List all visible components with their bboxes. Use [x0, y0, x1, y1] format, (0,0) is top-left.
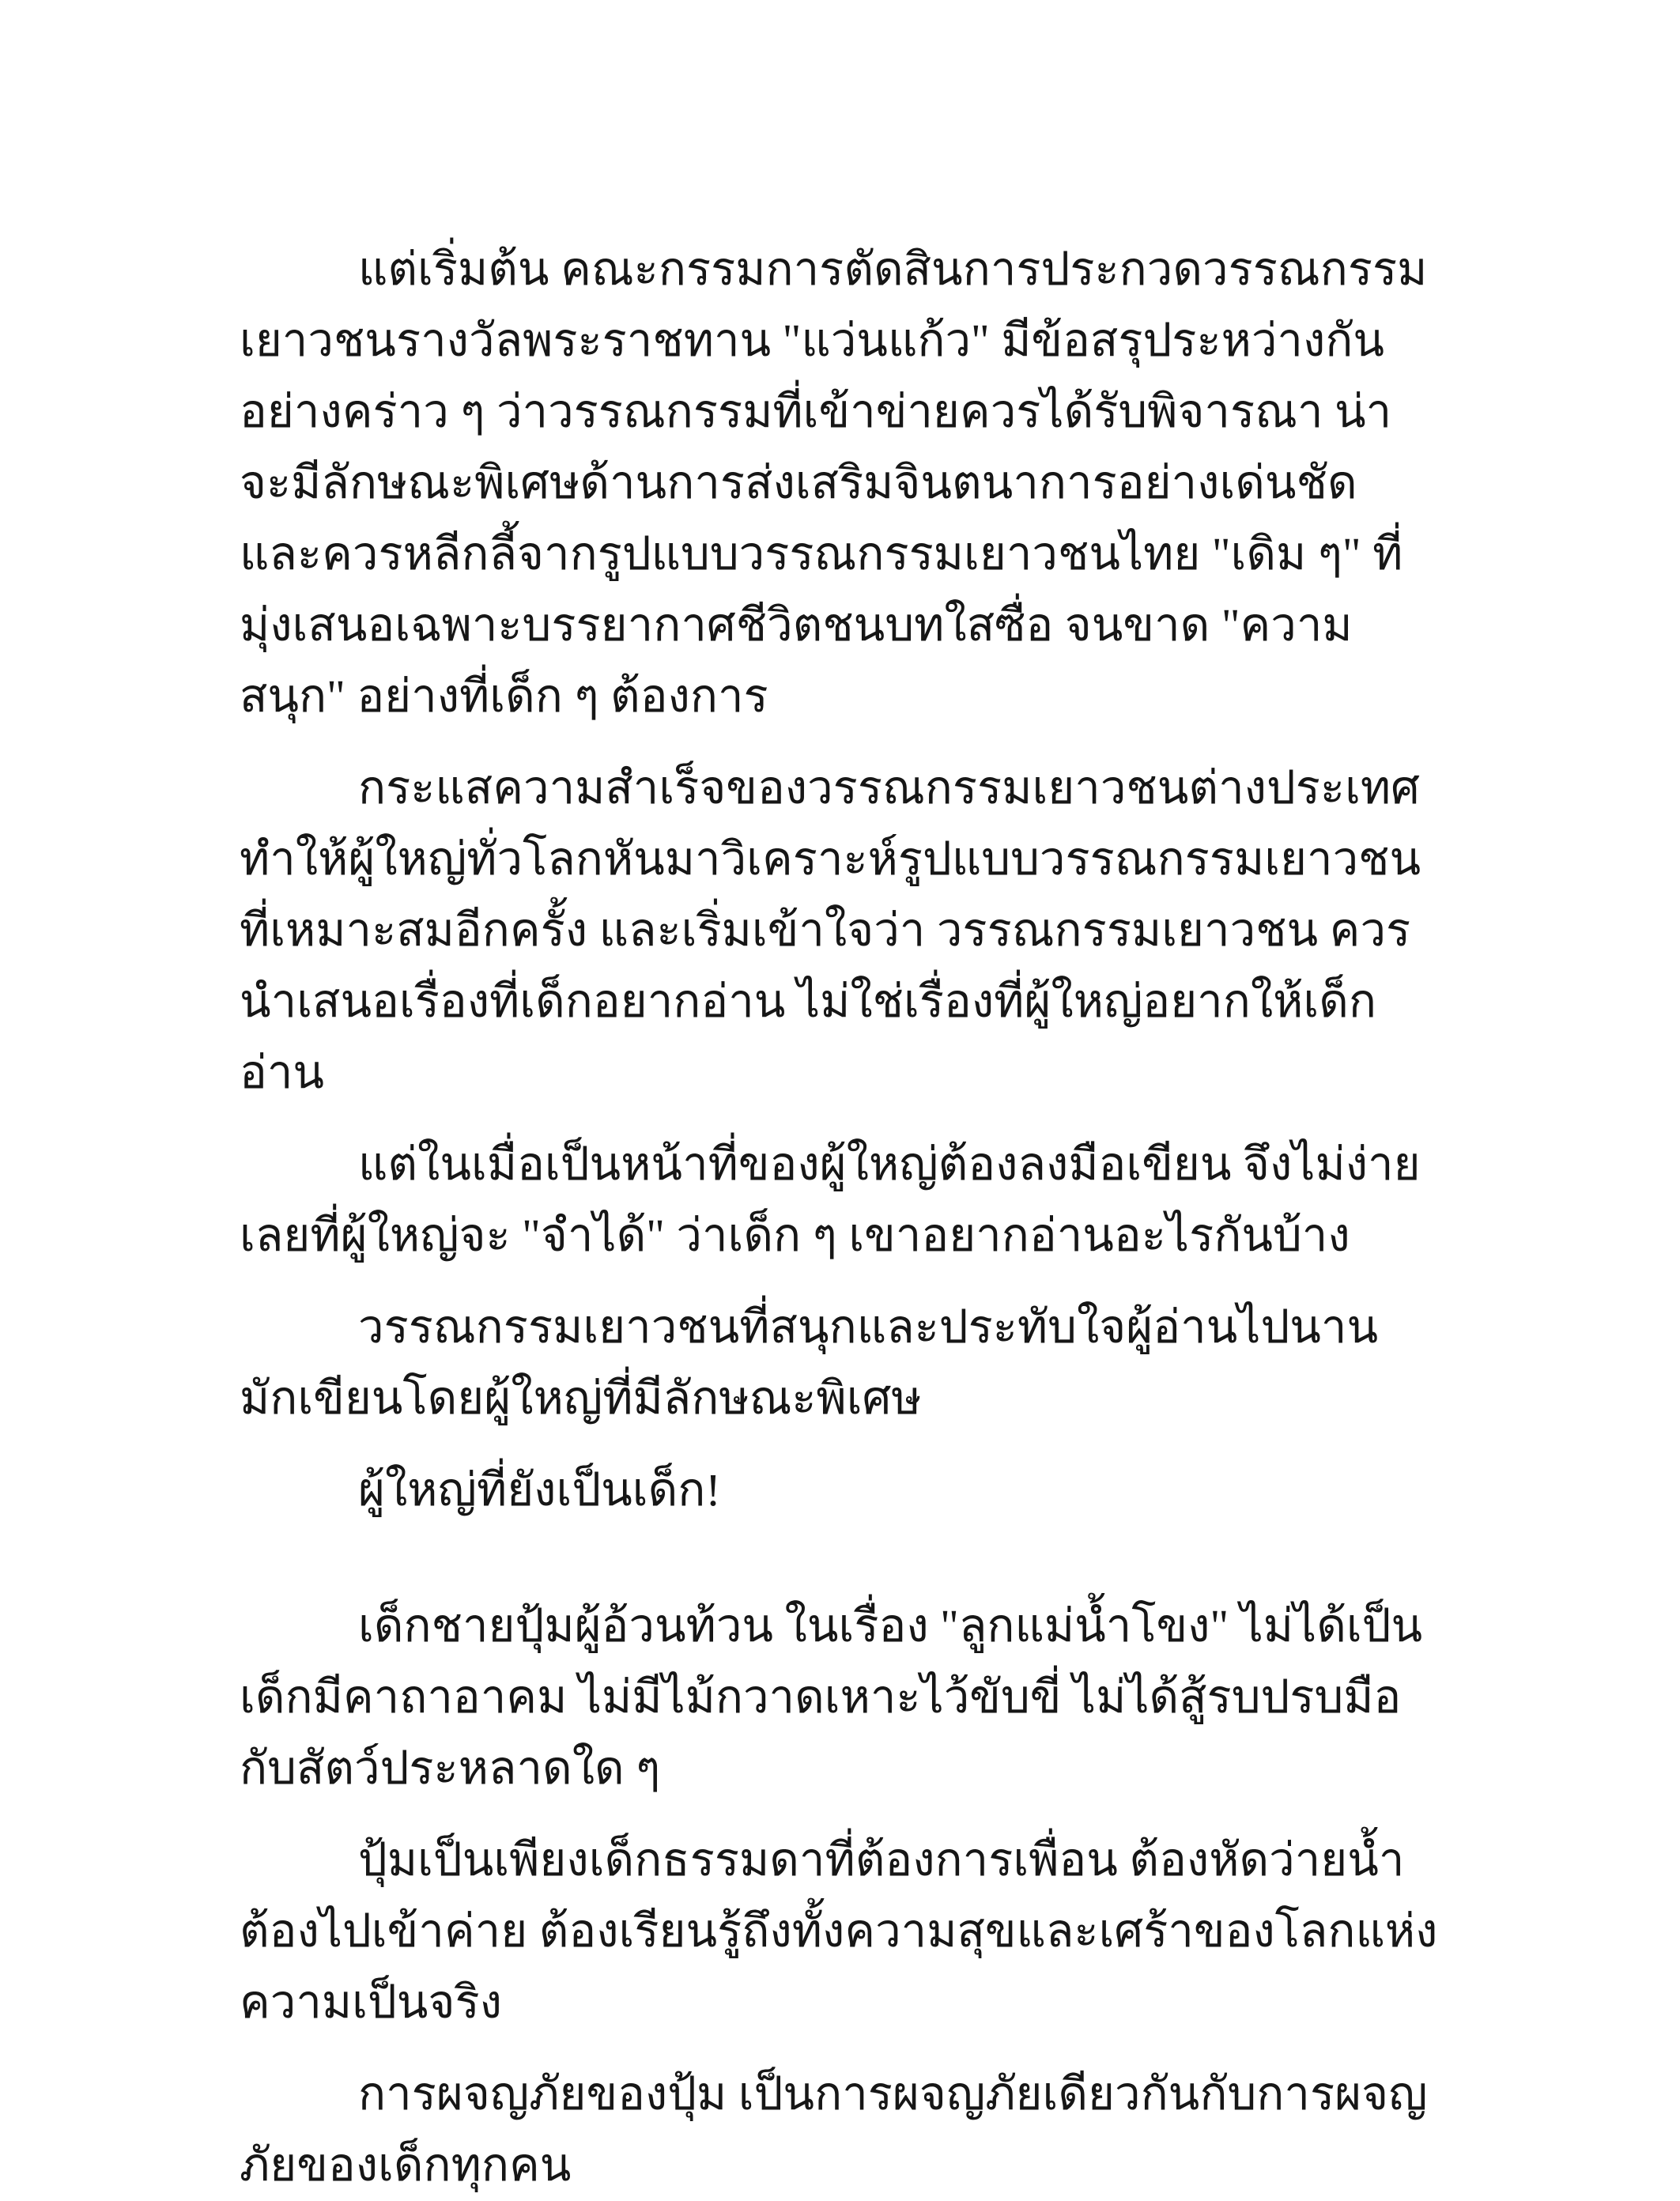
paragraph-3: แต่ในเมื่อเป็นหน้าที่ของผู้ใหญ่ต้องลงมือเขียน จึงไม่ง่ายเลยที่ผู้ใหญ่จะ "จำได้" ว่าเด็ก ๆ เขาอยากอ่านอะไรกันบ้าง: [240, 1138, 1421, 1261]
paragraph-5: ผู้ใหญ่ที่ยังเป็นเด็ก!: [358, 1464, 721, 1516]
paragraph-8: การผจญภัยของปุ้ม เป็นการผจญภัยเดียวกันกับการผจญภัยของเด็กทุกคน: [240, 2068, 1428, 2191]
paragraph-4: วรรณกรรมเยาวชนที่สนุกและประทับใจผู้อ่านไปนาน มักเขียนโดยผู้ใหญ่ที่มีลักษณะพิเศษ: [240, 1301, 1379, 1424]
paragraph-1: แต่เริ่มต้น คณะกรรมการตัดสินการประกวดวรรณกรรมเยาวชนรางวัลพระราชทาน "แว่นแก้ว" มีข้อสรุประหว่างกันอย่างคร่าว ๆ ว่าวรรณกรรมที่เข้าข่ายควรได้รับพิจารณา น่าจะมีลักษณะพิเศษด้านการส่งเสริมจินตนาการอย่างเด่นชัด และควรหลีกลี้จากรูปแบบวรรณกรรมเยาวชนไทย "เดิม ๆ" ที่มุ่งเสนอเฉพาะบรรยากาศชีวิตชนบทใสซื่อ จนขาด "ความสนุก" อย่างที่เด็ก ๆ ต้องการ: [240, 244, 1428, 722]
paragraph-2: กระแสความสำเร็จของวรรณกรรมเยาวชนต่างประเทศ ทำให้ผู้ใหญ่ทั่วโลกหันมาวิเคราะห์รูปแบบวรรณกรรมเยาวชนที่เหมาะสมอีกครั้ง และเริ่มเข้าใจว่า วรรณกรรมเยาวชน ควรนำเสนอเรื่องที่เด็กอยากอ่าน ไม่ใช่เรื่องที่ผู้ใหญ่อยากให้เด็กอ่าน: [240, 762, 1421, 1098]
paragraph-7: ปุ้มเป็นเพียงเด็กธรรมดาที่ต้องการเพื่อน ต้องหัดว่ายน้ำ ต้องไปเข้าค่าย ต้องเรียนรู้ถึงทั้งความสุขและเศร้าของโลกแห่งความเป็นจริง: [240, 1834, 1438, 2028]
paragraph-6: เด็กชายปุ้มผู้อ้วนท้วน ในเรื่อง "ลูกแม่น้ำโขง" ไม่ได้เป็นเด็กมีคาถาอาคม ไม่มีไม้กวาดเหาะไว้ขับขี่ ไม่ได้สู้รบปรบมือกับสัตว์ประหลาดใด ๆ: [240, 1600, 1423, 1794]
